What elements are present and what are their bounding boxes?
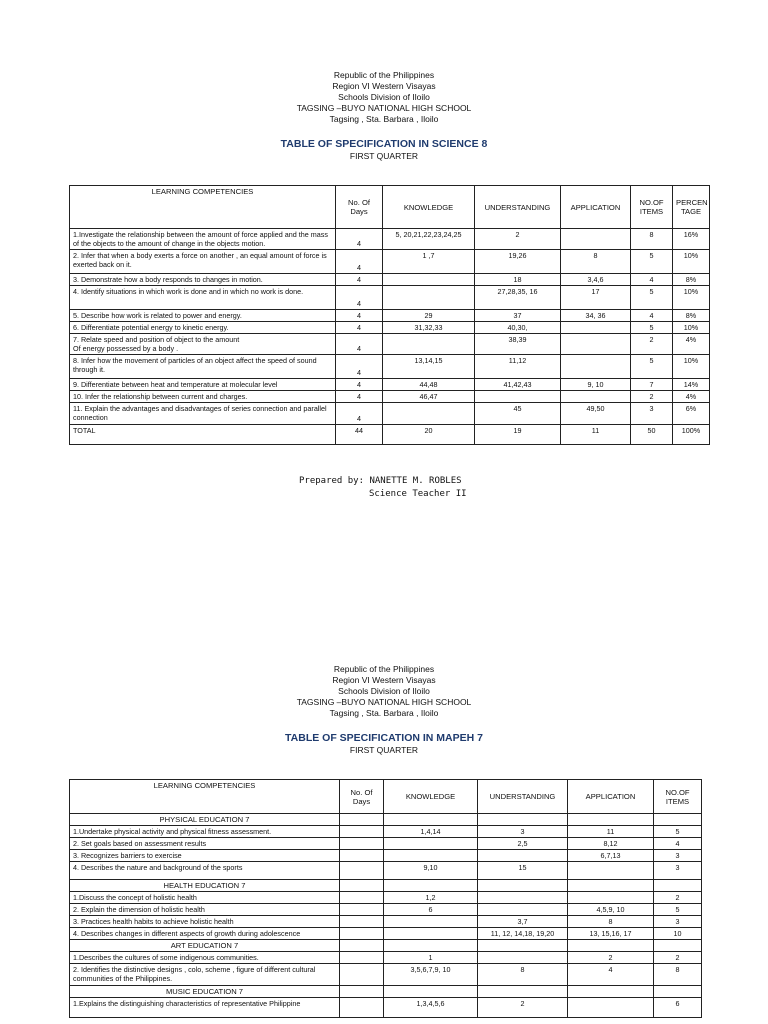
table-row <box>70 850 702 862</box>
empty-cell <box>384 986 478 998</box>
table-cell: 8% <box>673 274 710 286</box>
table-cell: 8,12 <box>568 838 654 850</box>
table-cell: 3 <box>631 403 673 425</box>
table-cell: 6,7,13 <box>568 850 654 862</box>
competency-cell: 1.Undertake physical activity and physical fitness assessment. <box>70 826 340 838</box>
document-title-2: TABLE OF SPECIFICATION IN MAPEH 7 <box>285 732 483 744</box>
competency-cell: 2. Identifies the distinctive designs , colo, scheme , figure of different cultural communities of the Philippines. <box>70 964 340 986</box>
empty-cell <box>568 986 654 998</box>
empty-cell <box>478 880 568 892</box>
table-cell: 5 <box>631 286 673 310</box>
table-cell: 10% <box>673 286 710 310</box>
table-row <box>70 838 702 850</box>
column-header: LEARNING COMPETENCIES <box>70 780 340 814</box>
table-cell: 4,5,9, 10 <box>568 904 654 916</box>
empty-cell <box>384 814 478 826</box>
header-line: TAGSING –BUYO NATIONAL HIGH SCHOOL <box>296 697 472 707</box>
table-cell: 5 <box>654 904 702 916</box>
column-header: UNDERSTANDING <box>478 780 568 814</box>
table-cell <box>478 952 568 964</box>
table-cell: 11 <box>568 826 654 838</box>
table-cell: 4% <box>673 334 710 355</box>
table-cell: 10% <box>673 250 710 274</box>
table-cell: 4% <box>673 391 710 403</box>
table-cell <box>568 998 654 1018</box>
competency-cell: 4. Identify situations in which work is done and in which no work is done. <box>70 286 336 310</box>
table-cell: 44 <box>336 425 383 445</box>
table-cell: 10 <box>654 928 702 940</box>
empty-cell <box>654 880 702 892</box>
table-cell: 1 ,7 <box>383 250 475 274</box>
empty-cell <box>478 986 568 998</box>
column-header: APPLICATION <box>561 186 631 229</box>
empty-cell <box>568 880 654 892</box>
table-cell: 49,50 <box>561 403 631 425</box>
table-row <box>70 379 710 391</box>
competency-cell: 1.Explains the distinguishing characteristics of representative Philippine <box>70 998 340 1018</box>
table-cell: 4 <box>336 403 383 425</box>
table-cell <box>384 850 478 862</box>
competency-cell: 5. Describe how work is related to power and energy. <box>70 310 336 322</box>
school-header-2 <box>0 664 768 719</box>
empty-cell <box>568 940 654 952</box>
table-row <box>70 310 710 322</box>
table-cell <box>340 904 384 916</box>
table-cell: 3 <box>654 916 702 928</box>
table-cell: 3,4,6 <box>561 274 631 286</box>
table-row <box>70 334 710 355</box>
table-cell: 10% <box>673 355 710 379</box>
competency-cell: 1.Discuss the concept of holistic health <box>70 892 340 904</box>
competency-cell: 11. Explain the advantages and disadvantages of series connection and parallel connection <box>70 403 336 425</box>
competency-cell: 9. Differentiate between heat and temperature at molecular level <box>70 379 336 391</box>
table-cell: 37 <box>475 310 561 322</box>
table-cell: 4 <box>336 355 383 379</box>
table-cell: 4 <box>631 274 673 286</box>
table-cell: 34, 36 <box>561 310 631 322</box>
empty-cell <box>340 940 384 952</box>
table-cell <box>383 403 475 425</box>
table-cell <box>340 838 384 850</box>
section-header-cell: MUSIC EDUCATION 7 <box>70 986 340 998</box>
table-cell <box>340 928 384 940</box>
table-cell <box>568 892 654 904</box>
table-cell: 50 <box>631 425 673 445</box>
table-cell <box>561 322 631 334</box>
column-header: APPLICATION <box>568 780 654 814</box>
table-cell: 10% <box>673 322 710 334</box>
table-cell: 27,28,35, 16 <box>475 286 561 310</box>
table-cell <box>383 274 475 286</box>
table-cell: 8% <box>673 310 710 322</box>
column-header: LEARNING COMPETENCIES <box>70 186 336 229</box>
table-cell <box>340 850 384 862</box>
table-cell: 5 <box>631 250 673 274</box>
header-line: Tagsing , Sta. Barbara , Iloilo <box>329 114 439 124</box>
table-row <box>70 998 702 1018</box>
table-cell <box>383 334 475 355</box>
competency-cell: 3. Recognizes barriers to exercise <box>70 850 340 862</box>
table-row <box>70 229 710 250</box>
table-cell <box>478 892 568 904</box>
table-cell <box>340 862 384 880</box>
column-header: NO.OF ITEMS <box>631 186 673 229</box>
header-line: Region VI Western Visayas <box>332 81 436 91</box>
document-subtitle-2: FIRST QUARTER <box>349 745 419 755</box>
competency-cell: 4. Describes the nature and background of the sports <box>70 862 340 880</box>
table-cell: 46,47 <box>383 391 475 403</box>
table-row <box>70 892 702 904</box>
table-row <box>70 928 702 940</box>
table-cell: 4 <box>336 250 383 274</box>
table-row <box>70 322 710 334</box>
header-line: Republic of the Philippines <box>333 70 435 80</box>
table-cell <box>340 952 384 964</box>
table-cell: 2 <box>631 334 673 355</box>
table-row <box>70 425 710 445</box>
table-cell: 4 <box>336 322 383 334</box>
table-cell: 20 <box>383 425 475 445</box>
competency-cell: 3. Demonstrate how a body responds to changes in motion. <box>70 274 336 286</box>
table-cell: 1,2 <box>384 892 478 904</box>
table-cell: 16% <box>673 229 710 250</box>
table-cell: 5 <box>654 826 702 838</box>
table-cell: 45 <box>475 403 561 425</box>
table-cell: 4 <box>336 274 383 286</box>
competency-cell: 6. Differentiate potential energy to kinetic energy. <box>70 322 336 334</box>
table-cell: 4 <box>654 838 702 850</box>
table-row <box>70 250 710 274</box>
column-header: KNOWLEDGE <box>383 186 475 229</box>
table-cell: 19,26 <box>475 250 561 274</box>
table-cell: 2,5 <box>478 838 568 850</box>
table-cell: 5 <box>631 322 673 334</box>
table-cell: 4 <box>631 310 673 322</box>
table-row <box>70 403 710 425</box>
table-cell: 9,10 <box>384 862 478 880</box>
table-cell: 5, 20,21,22,23,24,25 <box>383 229 475 250</box>
table-cell <box>561 334 631 355</box>
table-cell: 4 <box>336 379 383 391</box>
table-cell: 8 <box>568 916 654 928</box>
table-cell: 2 <box>475 229 561 250</box>
empty-cell <box>478 814 568 826</box>
table-cell: 1,3,4,5,6 <box>384 998 478 1018</box>
column-header: UNDERSTANDING <box>475 186 561 229</box>
table-cell <box>478 904 568 916</box>
table-row <box>70 826 702 838</box>
empty-cell <box>340 986 384 998</box>
mapeh-specification-table <box>69 779 702 1018</box>
table-cell: 2 <box>654 952 702 964</box>
section-row <box>70 986 702 998</box>
table-cell: 6 <box>384 904 478 916</box>
table-cell: 4 <box>336 286 383 310</box>
table-cell: 4 <box>336 310 383 322</box>
table-cell: 18 <box>475 274 561 286</box>
competency-cell: TOTAL <box>70 425 336 445</box>
table-cell <box>561 355 631 379</box>
table-cell <box>340 964 384 986</box>
table-cell: 13,14,15 <box>383 355 475 379</box>
table-cell <box>384 838 478 850</box>
table-cell <box>561 391 631 403</box>
header-line: Region VI Western Visayas <box>332 675 436 685</box>
empty-cell <box>654 814 702 826</box>
table-cell <box>384 916 478 928</box>
competency-cell: 2. Set goals based on assessment results <box>70 838 340 850</box>
table-cell <box>340 998 384 1018</box>
document-subtitle: FIRST QUARTER <box>349 151 419 161</box>
empty-cell <box>568 814 654 826</box>
section-header-cell: PHYSICAL EDUCATION 7 <box>70 814 340 826</box>
table-cell: 11, 12, 14,18, 19,20 <box>478 928 568 940</box>
table-cell: 8 <box>478 964 568 986</box>
section-row <box>70 814 702 826</box>
table-cell <box>568 862 654 880</box>
table-row <box>70 355 710 379</box>
table-cell <box>383 286 475 310</box>
table-cell: 3 <box>654 850 702 862</box>
table-cell <box>384 928 478 940</box>
section-header-cell: ART EDUCATION 7 <box>70 940 340 952</box>
table-cell: 8 <box>654 964 702 986</box>
section-row <box>70 880 702 892</box>
table-cell: 19 <box>475 425 561 445</box>
section-row <box>70 940 702 952</box>
table-cell: 4 <box>336 229 383 250</box>
empty-cell <box>654 986 702 998</box>
table-cell: 1 <box>384 952 478 964</box>
empty-cell <box>340 814 384 826</box>
table-row <box>70 862 702 880</box>
table-cell: 4 <box>336 391 383 403</box>
teacher-position: Science Teacher II <box>369 489 467 499</box>
table-cell: 2 <box>478 998 568 1018</box>
section-header-cell: HEALTH EDUCATION 7 <box>70 880 340 892</box>
table-cell: 31,32,33 <box>383 322 475 334</box>
science-specification-table <box>69 185 710 445</box>
competency-cell: 4. Describes changes in different aspects of growth during adolescence <box>70 928 340 940</box>
empty-cell <box>478 940 568 952</box>
table-cell: 6 <box>654 998 702 1018</box>
table-cell: 14% <box>673 379 710 391</box>
competency-cell: 8. Infer how the movement of particles of an object affect the speed of sound through it. <box>70 355 336 379</box>
empty-cell <box>654 940 702 952</box>
competency-cell: 1.Describes the cultures of some indigenous communities. <box>70 952 340 964</box>
table-cell: 2 <box>631 391 673 403</box>
table-cell: 40,30, <box>475 322 561 334</box>
table-row <box>70 286 710 310</box>
table-cell: 11,12 <box>475 355 561 379</box>
table-cell: 7 <box>631 379 673 391</box>
table-row <box>70 274 710 286</box>
competency-cell: 1.Investigate the relationship between the amount of force applied and the mass of the objects to the amount of change in the objects motion. <box>70 229 336 250</box>
table-cell: 11 <box>561 425 631 445</box>
competency-cell: 2. Infer that when a body exerts a force on another , an equal amount of force is exerted back on it. <box>70 250 336 274</box>
table-cell: 9, 10 <box>561 379 631 391</box>
table-cell: 8 <box>631 229 673 250</box>
school-header <box>0 70 768 125</box>
table-cell: 13, 15,16, 17 <box>568 928 654 940</box>
table-row <box>70 916 702 928</box>
table-cell: 1,4,14 <box>384 826 478 838</box>
prepared-by <box>299 475 467 501</box>
table-row <box>70 952 702 964</box>
table-cell: 3,7 <box>478 916 568 928</box>
table-cell: 3,5,6,7,9, 10 <box>384 964 478 986</box>
table-cell: 2 <box>568 952 654 964</box>
table-cell: 5 <box>631 355 673 379</box>
table-cell <box>340 916 384 928</box>
empty-cell <box>384 940 478 952</box>
header-line: Schools Division of Iloilo <box>338 92 430 102</box>
prepared-by-label: Prepared by: NANETTE M. ROBLES <box>299 476 462 486</box>
empty-cell <box>384 880 478 892</box>
table-cell <box>478 850 568 862</box>
document-title: TABLE OF SPECIFICATION IN SCIENCE 8 <box>280 138 488 150</box>
table-cell: 3 <box>478 826 568 838</box>
header-line: Republic of the Philippines <box>333 664 435 674</box>
table-cell <box>340 892 384 904</box>
table-cell: 3 <box>654 862 702 880</box>
table-row <box>70 904 702 916</box>
header-line: Schools Division of Iloilo <box>338 686 430 696</box>
column-header: PERCEN TAGE <box>673 186 710 229</box>
empty-cell <box>340 880 384 892</box>
table-cell: 100% <box>673 425 710 445</box>
competency-cell: 7. Relate speed and position of object to the amount Of energy possessed by a body . <box>70 334 336 355</box>
table-cell: 6% <box>673 403 710 425</box>
column-header: No. Of Days <box>340 780 384 814</box>
header-line: TAGSING –BUYO NATIONAL HIGH SCHOOL <box>296 103 472 113</box>
table-cell: 8 <box>561 250 631 274</box>
header-line: Tagsing , Sta. Barbara , Iloilo <box>329 708 439 718</box>
column-header: KNOWLEDGE <box>384 780 478 814</box>
column-header: No. Of Days <box>336 186 383 229</box>
competency-cell: 3. Practices health habits to achieve holistic health <box>70 916 340 928</box>
table-row <box>70 391 710 403</box>
table-cell: 15 <box>478 862 568 880</box>
table-cell: 4 <box>568 964 654 986</box>
table-cell: 44,48 <box>383 379 475 391</box>
competency-cell: 2. Explain the dimension of holistic health <box>70 904 340 916</box>
table-cell <box>340 826 384 838</box>
table-cell: 2 <box>654 892 702 904</box>
table-cell: 38,39 <box>475 334 561 355</box>
table-cell <box>561 229 631 250</box>
table-cell <box>475 391 561 403</box>
table-cell: 4 <box>336 334 383 355</box>
column-header: NO.OF ITEMS <box>654 780 702 814</box>
table-cell: 29 <box>383 310 475 322</box>
table-cell: 17 <box>561 286 631 310</box>
table-row <box>70 964 702 986</box>
table-cell: 41,42,43 <box>475 379 561 391</box>
competency-cell: 10. Infer the relationship between current and charges. <box>70 391 336 403</box>
